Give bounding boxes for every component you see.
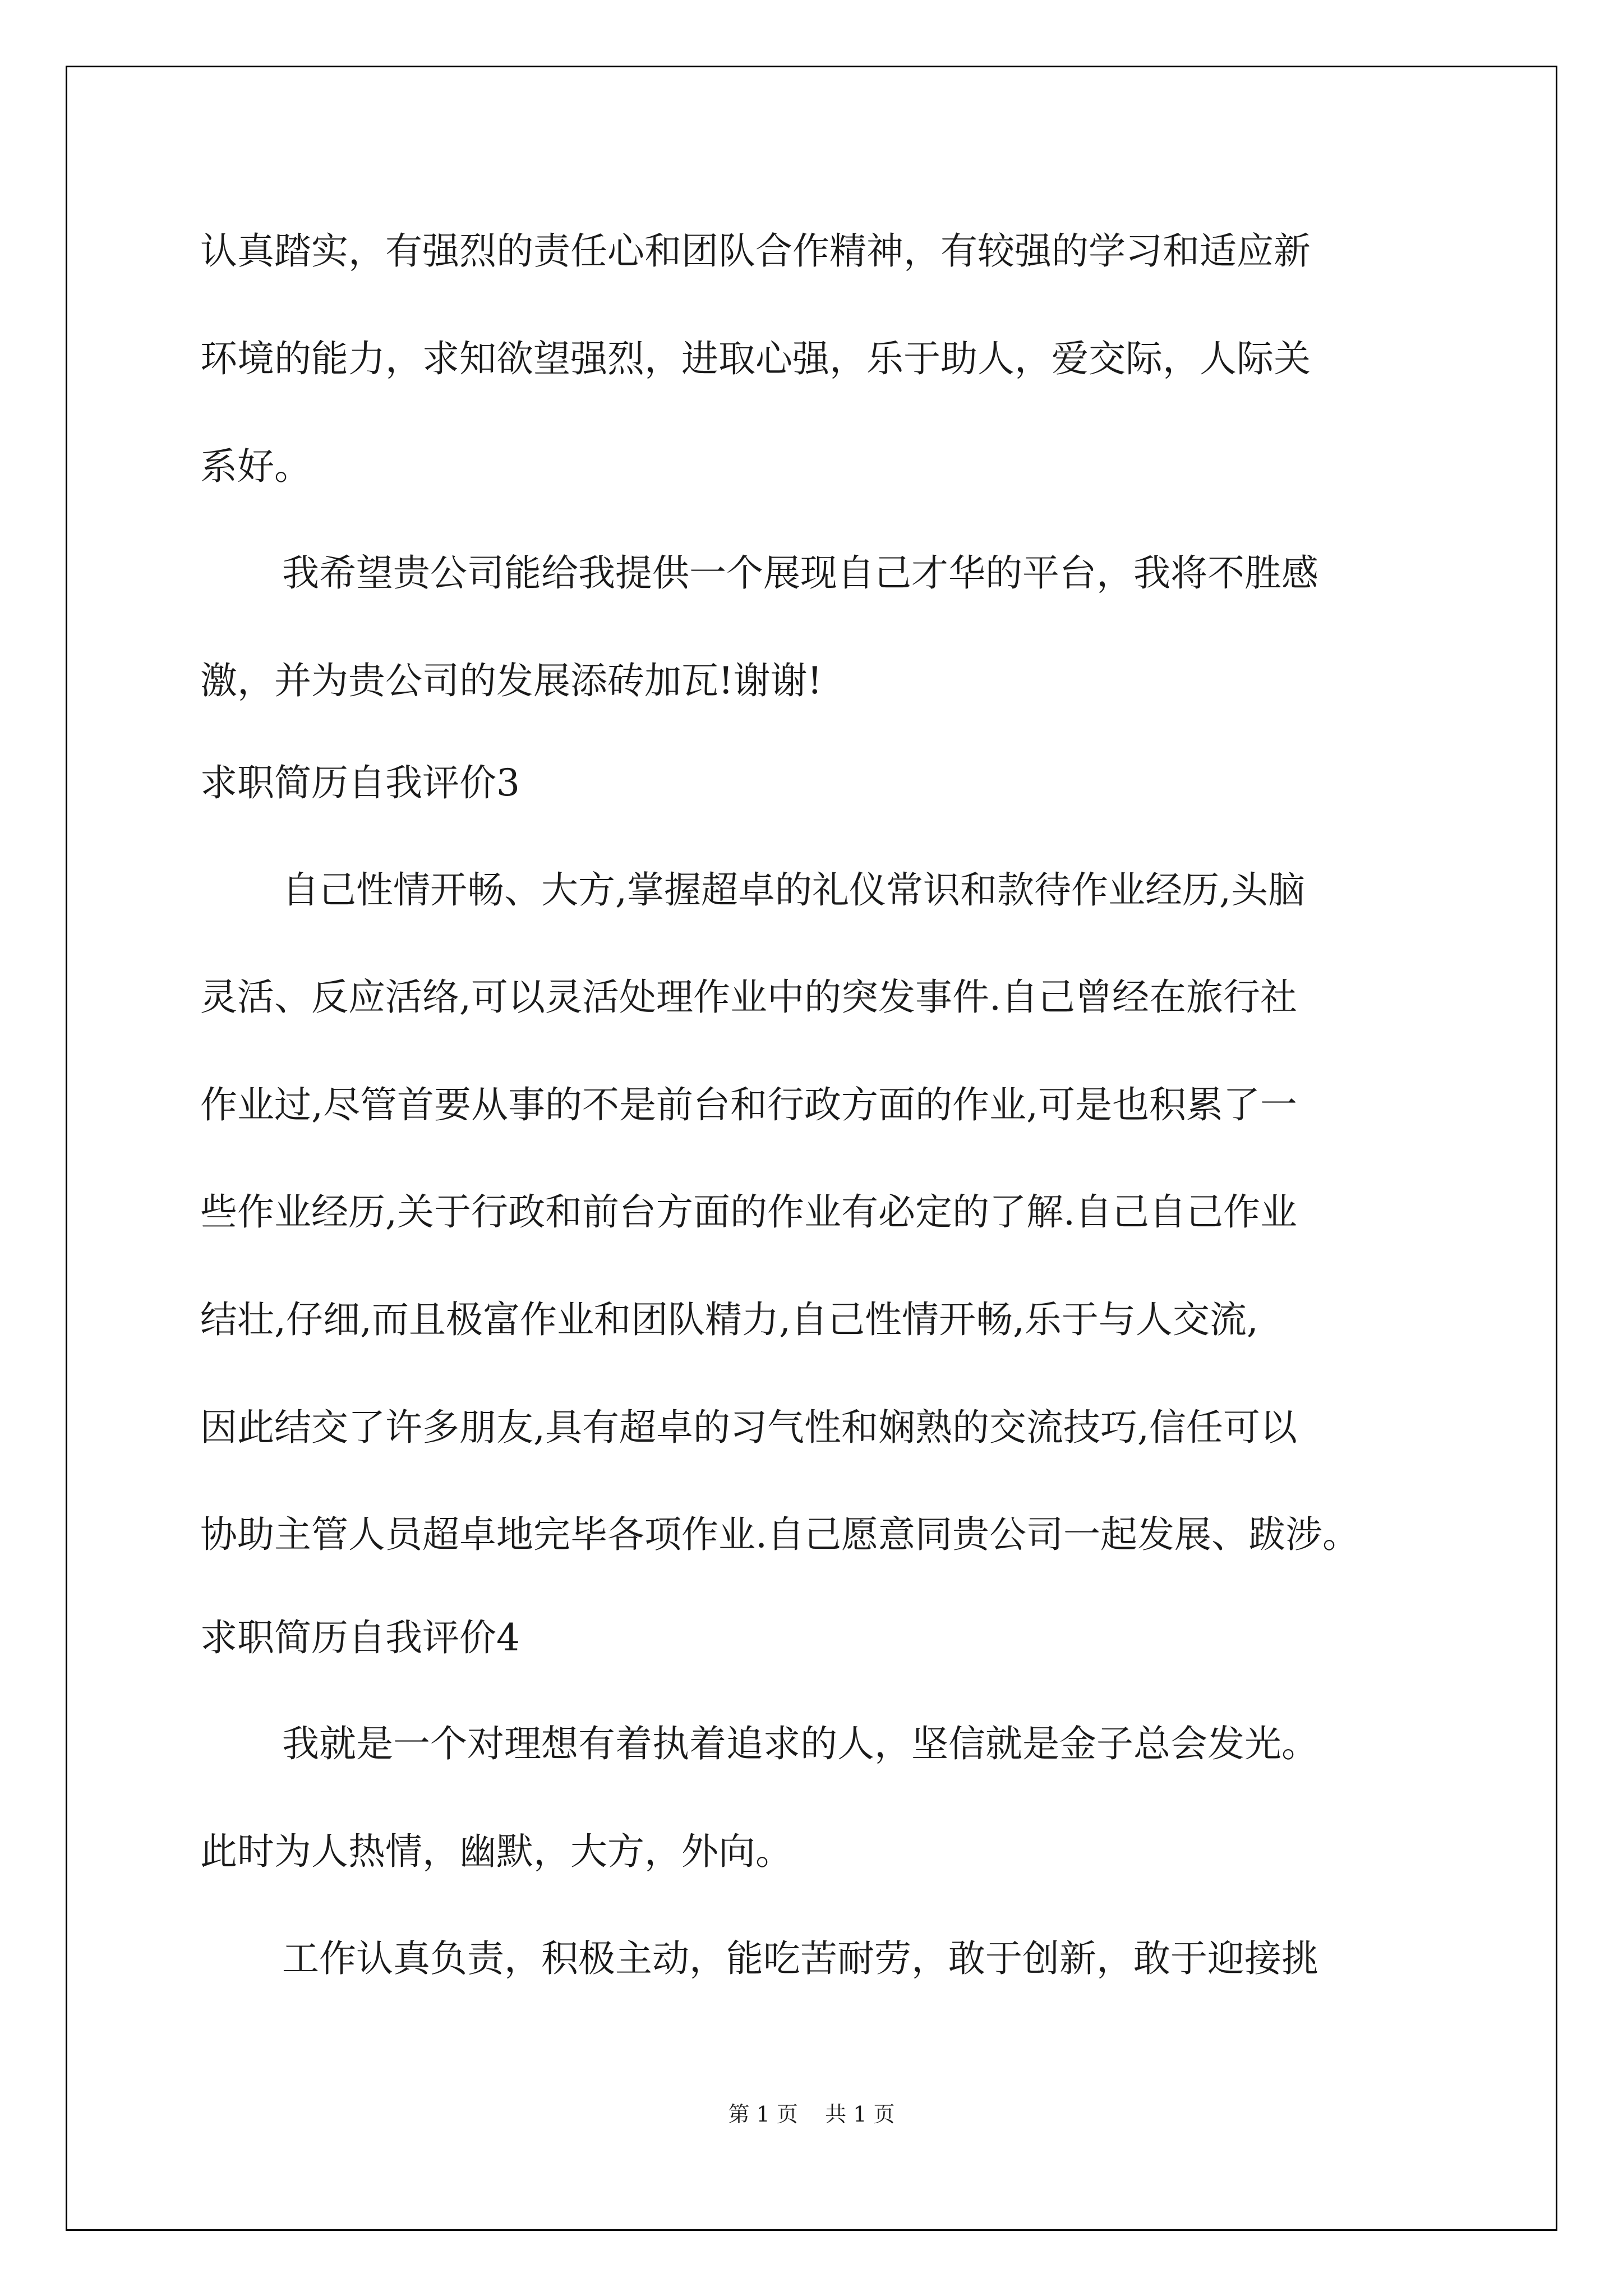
page-border: [66, 66, 1557, 2231]
body-text-line: 系好。: [200, 445, 311, 488]
paragraph-first-line: 我希望贵公司能给我提供一个展现自己才华的平台，我将不胜感: [282, 551, 1318, 595]
body-text-line: 结壮,仔细,而且极富作业和团队精力,自己性情开畅,乐于与人交流,: [200, 1298, 1258, 1341]
body-text-line: 灵活、反应活络,可以灵活处理作业中的突发事件.自己曾经在旅行社: [200, 976, 1297, 1019]
paragraph-first-line: 工作认真负责，积极主动，能吃苦耐劳，敢于创新，敢于迎接挑: [282, 1937, 1318, 1980]
body-text-line: 激，并为贵公司的发展添砖加瓦!谢谢!: [200, 659, 823, 702]
paragraph-first-line: 我就是一个对理想有着执着追求的人，坚信就是金子总会发光。: [282, 1722, 1318, 1765]
body-text-line: 协助主管人员超卓地完毕各项作业.自己愿意同贵公司一起发展、跋涉。: [200, 1513, 1359, 1556]
body-text-line: 些作业经历,关于行政和前台方面的作业有必定的了解.自己自己作业: [200, 1190, 1297, 1234]
body-text-line: 认真踏实，有强烈的责任心和团队合作精神，有较强的学习和适应新: [200, 229, 1311, 273]
paragraph-first-line: 自己性情开畅、大方,掌握超卓的礼仪常识和款待作业经历,头脑: [282, 868, 1305, 912]
body-text-line: 作业过,尽管首要从事的不是前台和行政方面的作业,可是也积累了一: [200, 1083, 1297, 1126]
section-heading: 求职简历自我评价4: [200, 1616, 520, 1659]
section-heading: 求职简历自我评价3: [200, 761, 520, 804]
body-text-line: 因此结交了许多朋友,具有超卓的习气性和娴熟的交流技巧,信任可以: [200, 1406, 1297, 1449]
page-footer-indicator: 第 1 页 共 1 页: [728, 2102, 895, 2127]
body-text-line: 此时为人热情，幽默，大方，外向。: [200, 1830, 792, 1873]
body-text-line: 环境的能力，求知欲望强烈，进取心强，乐于助人，爱交际，人际关: [200, 337, 1311, 380]
